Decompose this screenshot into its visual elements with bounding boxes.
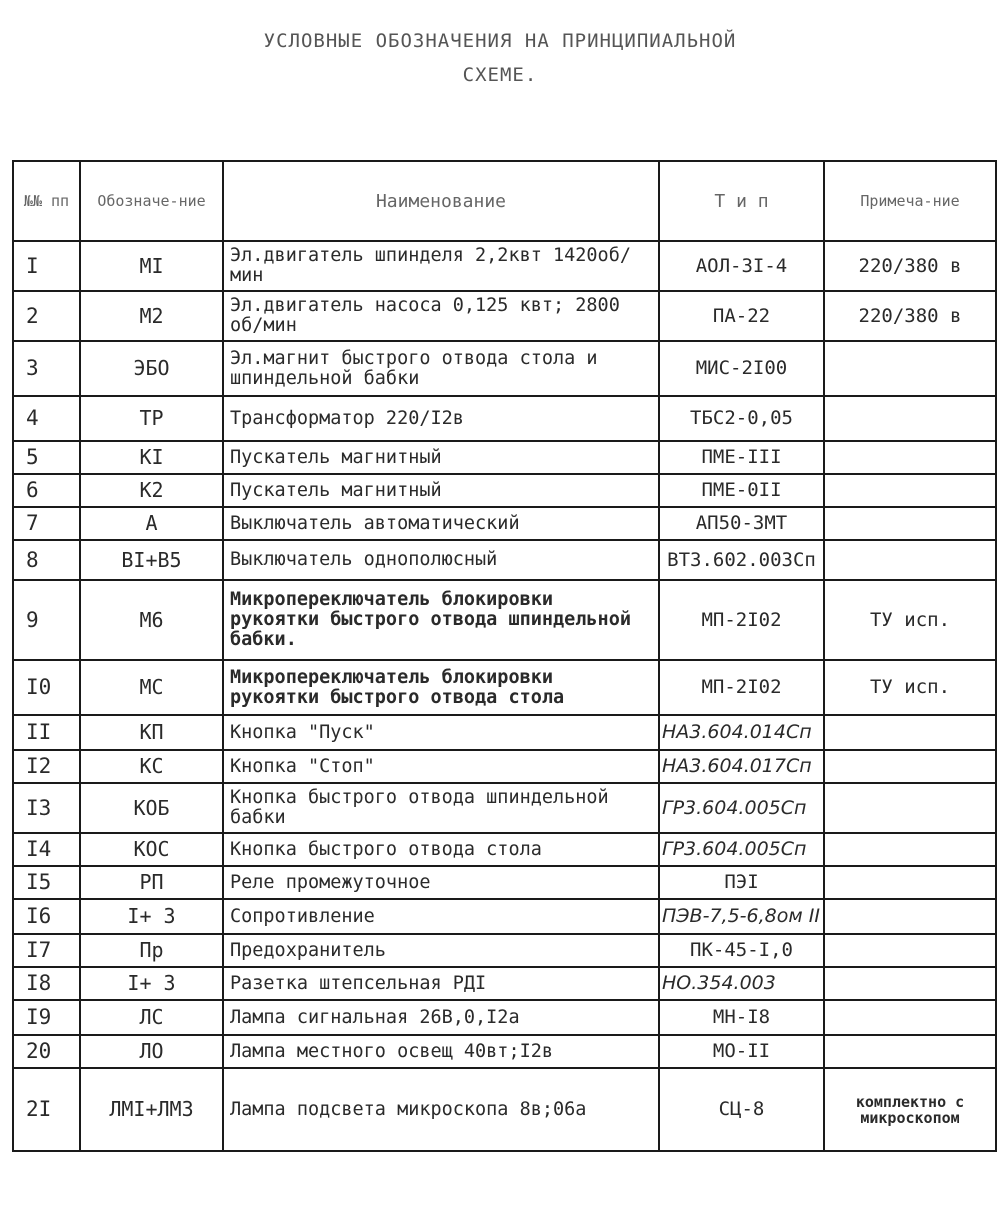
row-note [824, 715, 996, 750]
table-row [13, 396, 996, 441]
row-name: Пускатель магнитный [223, 441, 659, 474]
table-row [13, 967, 996, 1000]
row-name: Предохранитель [223, 934, 659, 967]
row-type: НА3.604.014Сп [659, 715, 824, 750]
row-designation: А [80, 507, 223, 540]
row-type: ТБС2-0,05 [659, 396, 824, 441]
row-designation: К2 [80, 474, 223, 507]
table-row [13, 474, 996, 507]
row-designation: I+ 3 [80, 967, 223, 1000]
header-note: Примеча-ние [824, 161, 996, 241]
table-row [13, 441, 996, 474]
row-type: СЦ-8 [659, 1068, 824, 1151]
row-designation: КI [80, 441, 223, 474]
row-number: 9 [13, 580, 80, 660]
row-number: 2I [13, 1068, 80, 1151]
table-header-row [13, 161, 996, 241]
table-row [13, 783, 996, 833]
row-type: НА3.604.017Сп [659, 750, 824, 783]
row-name: Лампа подсвета микроскопа 8в;06а [223, 1068, 659, 1151]
row-name: Сопротивление [223, 899, 659, 934]
row-designation: М6 [80, 580, 223, 660]
row-designation: КОБ [80, 783, 223, 833]
table-row [13, 291, 996, 341]
row-designation: КОС [80, 833, 223, 866]
header-type: Т и п [659, 161, 824, 241]
row-designation: BI+B5 [80, 540, 223, 580]
table-row [13, 341, 996, 396]
row-name: Кнопка быстрого отвода стола [223, 833, 659, 866]
table-row [13, 540, 996, 580]
row-note [824, 833, 996, 866]
row-designation: ЛО [80, 1035, 223, 1068]
table-row [13, 934, 996, 967]
row-type: НО.354.003 [659, 967, 824, 1000]
row-designation: ТР [80, 396, 223, 441]
row-type: ПА-22 [659, 291, 824, 341]
row-name: Эл.двигатель шпинделя 2,2квт 1420об/мин [223, 241, 659, 291]
row-note [824, 1035, 996, 1068]
row-type: ПМЕ-III [659, 441, 824, 474]
row-number: I9 [13, 1000, 80, 1035]
row-number: I8 [13, 967, 80, 1000]
row-number: I [13, 241, 80, 291]
row-number: I6 [13, 899, 80, 934]
row-type: ГР3.604.005Сп [659, 783, 824, 833]
row-designation: МI [80, 241, 223, 291]
row-type: ПК-45-I,0 [659, 934, 824, 967]
table-row [13, 833, 996, 866]
row-type: МП-2I02 [659, 660, 824, 715]
page-title: УСЛОВНЫЕ ОБОЗНАЧЕНИЯ НА ПРИНЦИПИАЛЬНОЙ [263, 30, 737, 52]
row-number: I2 [13, 750, 80, 783]
row-name: Трансформатор 220/I2в [223, 396, 659, 441]
row-name: Лампа местного освещ 40вт;I2в [223, 1035, 659, 1068]
row-note [824, 507, 996, 540]
row-name: Кнопка "Пуск" [223, 715, 659, 750]
table-row [13, 580, 996, 660]
row-number: 8 [13, 540, 80, 580]
row-number: I7 [13, 934, 80, 967]
row-number: I0 [13, 660, 80, 715]
row-designation: ЛС [80, 1000, 223, 1035]
row-note [824, 540, 996, 580]
page-title-continued: СХЕМЕ. [462, 64, 538, 86]
row-note [824, 441, 996, 474]
row-name: Пускатель магнитный [223, 474, 659, 507]
row-type: ПМЕ-0II [659, 474, 824, 507]
row-designation: ЛМI+ЛМ3 [80, 1068, 223, 1151]
table-body [13, 241, 996, 1151]
row-note [824, 1000, 996, 1035]
row-designation: Пр [80, 934, 223, 967]
row-name: Лампа сигнальная 26В,0,I2а [223, 1000, 659, 1035]
table-row [13, 241, 996, 291]
row-number: 7 [13, 507, 80, 540]
row-name: Реле промежуточное [223, 866, 659, 899]
row-name: Выключатель автоматический [223, 507, 659, 540]
row-designation: МС [80, 660, 223, 715]
row-type: МН-I8 [659, 1000, 824, 1035]
table-row [13, 1035, 996, 1068]
row-type: ПЭI [659, 866, 824, 899]
row-designation: РП [80, 866, 223, 899]
row-name: Микропереключатель блокировки рукоятки быстрого отвода шпиндельной бабки. [223, 580, 659, 660]
row-note: 220/380 в [824, 291, 996, 341]
row-type: АП50-3МТ [659, 507, 824, 540]
row-note: ТУ исп. [824, 660, 996, 715]
row-note: комплектно с микроскопом [824, 1068, 996, 1151]
header-name: Наименование [223, 161, 659, 241]
row-note [824, 866, 996, 899]
table-row [13, 507, 996, 540]
row-type: МП-2I02 [659, 580, 824, 660]
row-number: 4 [13, 396, 80, 441]
row-note [824, 967, 996, 1000]
row-number: 2 [13, 291, 80, 341]
row-number: 3 [13, 341, 80, 396]
row-designation: КС [80, 750, 223, 783]
row-number: 20 [13, 1035, 80, 1068]
table-row [13, 750, 996, 783]
row-number: II [13, 715, 80, 750]
row-type: ПЭВ-7,5-6,8ом II [659, 899, 824, 934]
row-designation: I+ 3 [80, 899, 223, 934]
row-type: МИС-2I00 [659, 341, 824, 396]
row-name: Кнопка быстрого отвода шпиндельной бабки [223, 783, 659, 833]
row-name: Эл.двигатель насоса 0,125 квт; 2800 об/мин [223, 291, 659, 341]
row-designation: ЭБО [80, 341, 223, 396]
table-row [13, 899, 996, 934]
row-note [824, 899, 996, 934]
designations-table [12, 160, 997, 1152]
row-type: МО-II [659, 1035, 824, 1068]
header-number: №№ пп [13, 161, 80, 241]
row-note [824, 474, 996, 507]
row-note [824, 934, 996, 967]
header-designation: Обозначе-ние [80, 161, 223, 241]
table-row [13, 1068, 996, 1151]
row-number: 6 [13, 474, 80, 507]
row-designation: КП [80, 715, 223, 750]
row-name: Кнопка "Стоп" [223, 750, 659, 783]
row-number: 5 [13, 441, 80, 474]
row-note [824, 341, 996, 396]
row-number: I5 [13, 866, 80, 899]
row-name: Выключатель однополюсный [223, 540, 659, 580]
table-row [13, 866, 996, 899]
row-name: Микропереключатель блокировки рукоятки быстрого отвода стола [223, 660, 659, 715]
row-name: Разетка штепсельная РДI [223, 967, 659, 1000]
row-type: ГР3.604.005Сп [659, 833, 824, 866]
table-row [13, 660, 996, 715]
table-row [13, 715, 996, 750]
row-note: ТУ исп. [824, 580, 996, 660]
row-number: I3 [13, 783, 80, 833]
row-type: АОЛ-3I-4 [659, 241, 824, 291]
table-row [13, 1000, 996, 1035]
row-name: Эл.магнит быстрого отвода стола и шпиндельной бабки [223, 341, 659, 396]
row-note [824, 750, 996, 783]
row-note [824, 783, 996, 833]
row-note [824, 396, 996, 441]
row-type: ВТ3.602.003Сп [659, 540, 824, 580]
row-note: 220/380 в [824, 241, 996, 291]
row-number: I4 [13, 833, 80, 866]
row-designation: М2 [80, 291, 223, 341]
